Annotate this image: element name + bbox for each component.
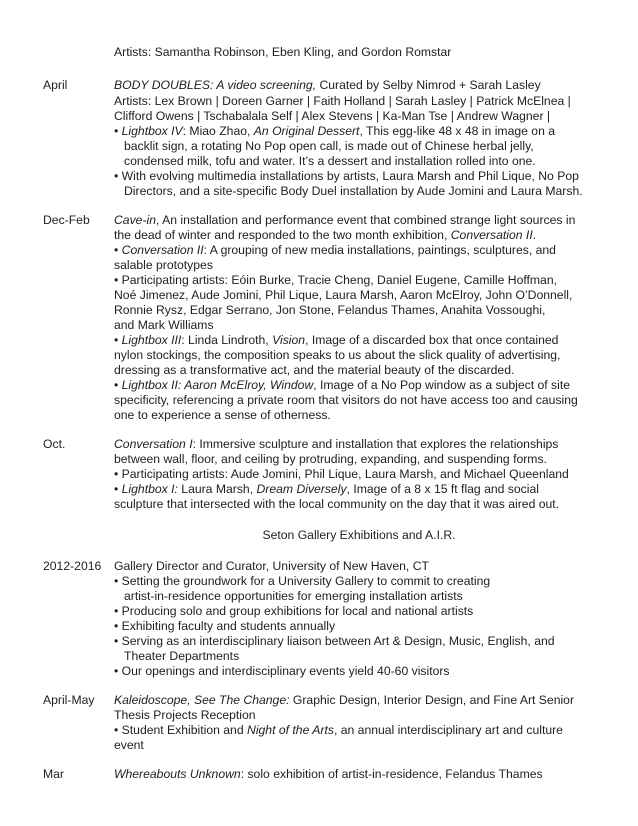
entry-text-line: salable prototypes xyxy=(114,258,213,272)
italic-title-text: Vision xyxy=(272,333,306,347)
entry-text-line: • Participating artists: Eóin Burke, Tracie Cheng, Daniel Eugene, Camille Hoffman, xyxy=(114,273,558,287)
entry-text-line xyxy=(114,437,558,452)
date-label: Mar xyxy=(43,767,64,781)
text-segment: : A grouping of new media installations, paintings, sculptures, and xyxy=(203,243,556,257)
entry-text-line xyxy=(114,124,555,139)
text-segment: Curated by Selby Nimrod + Sarah Lasley xyxy=(316,78,541,92)
italic-title-text: An Original Dessert xyxy=(253,124,360,138)
text-segment: • xyxy=(114,333,122,347)
text-segment: , Image of a No Pop window as a subject of site xyxy=(313,378,571,392)
entry-text-line xyxy=(114,243,556,258)
italic-title-text: Lightbox IV xyxy=(121,124,183,138)
date-label: 2012-2016 xyxy=(43,559,102,573)
italic-title-text: Conversation II xyxy=(450,228,533,242)
entry-text-line: Gallery Director and Curator, University of New Haven, CT xyxy=(114,559,429,573)
entry-text-line: Theater Departments xyxy=(124,649,240,663)
text-segment: Laura Marsh, xyxy=(177,482,257,496)
text-segment: • Student Exhibition and xyxy=(114,723,248,737)
text-segment: : Linda Lindroth, xyxy=(181,333,273,347)
text-segment: • xyxy=(114,482,122,496)
date-label: Oct. xyxy=(43,437,66,451)
entry-text-line: • Producing solo and group exhibitions for local and national artists xyxy=(114,604,474,618)
italic-title-text: Night of the Arts xyxy=(247,723,334,737)
entry-text-line xyxy=(114,723,563,738)
text-segment: , Image of a 8 x 15 ft flag and social xyxy=(346,482,539,496)
entry-text-line: between wall, floor, and ceiling by protruding, expanding, and suspending forms. xyxy=(114,452,547,466)
entry-text-line: Artists: Samantha Robinson, Eben Kling, and Gordon Romstar xyxy=(114,45,452,59)
entry-text-line: backlit sign, a rotating No Pop open call, is made out of Chinese herbal jelly, xyxy=(124,139,534,153)
text-segment: , an annual interdisciplinary art and culture xyxy=(333,723,563,737)
entry-text-line xyxy=(114,78,541,93)
text-segment: • xyxy=(114,378,122,392)
section-heading: Seton Gallery Exhibitions and A.I.R. xyxy=(262,528,456,542)
text-segment: . xyxy=(532,228,537,242)
entry-text-line: • Exhibiting faculty and students annually xyxy=(114,619,336,633)
entry-text-line: dressing as a transformative act, and the material beauty of the discarded. xyxy=(114,363,515,377)
text-segment: Graphic Design, Interior Design, and Fine Art Senior xyxy=(289,693,575,707)
entry-text-line: Noé Jimenez, Aude Jomini, Phil Lique, Laura Marsh, Aaron McElroy, John O’Donnell, xyxy=(114,288,573,302)
entry-text-line: • Serving as an interdisciplinary liaison between Art & Design, Music, English, and xyxy=(114,634,555,648)
entry-text-line: and Mark Williams xyxy=(114,318,214,332)
entry-text-line xyxy=(114,482,539,497)
date-label: April xyxy=(43,78,68,92)
entry-text-line xyxy=(114,333,558,348)
text-segment: , This egg-like 48 x 48 in image on a xyxy=(359,124,556,138)
text-segment: , An installation and performance event that combined strange light sources in xyxy=(156,213,576,227)
text-segment: • xyxy=(114,124,122,138)
entry-text-line: Artists: Lex Brown | Doreen Garner | Faith Holland | Sarah Lasley | Patrick McElnea | xyxy=(114,94,571,108)
italic-title-text: Dream Diversely xyxy=(256,482,347,496)
entry-text-line: Clifford Owens | Tschabalala Self | Alex Stevens | Ka-Man Tse | Andrew Wagner | xyxy=(114,109,551,123)
text-segment: : Immersive sculpture and installation that explores the relationships xyxy=(192,437,559,451)
entry-text-line: specificity, referencing a private room that visitors do not have access too and causing xyxy=(114,393,578,407)
entry-text-line: condensed milk, tofu and water. It’s a dessert and installation rolled into one. xyxy=(124,154,536,168)
entry-text-line: Thesis Projects Reception xyxy=(114,708,256,722)
entry-text-line xyxy=(114,693,574,708)
italic-title-text: BODY DOUBLES: A video screening, xyxy=(114,78,317,92)
entry-text-line: • With evolving multimedia installations by artists, Laura Marsh and Phil Lique, No Pop xyxy=(114,169,579,183)
text-segment: • xyxy=(114,243,122,257)
entry-text-line xyxy=(114,378,570,393)
text-segment: , Image of a discarded box that once contained xyxy=(305,333,559,347)
entry-text-line: event xyxy=(114,738,144,752)
entry-text-line xyxy=(114,228,536,243)
entry-text-line xyxy=(114,213,575,228)
italic-title-text: Whereabouts Unknown xyxy=(114,767,241,781)
entry-text-line xyxy=(114,767,543,782)
text-segment: : solo exhibition of artist-in-residence, Felandus Thames xyxy=(240,767,543,781)
entry-text-line: • Participating artists: Aude Jomini, Phil Lique, Laura Marsh, and Michael Queenland xyxy=(114,467,569,481)
entry-text-line: • Setting the groundwork for a University Gallery to commit to creating xyxy=(114,574,491,588)
entry-text-line: one to experience a sense of otherness. xyxy=(114,408,331,422)
entry-text-line: • Our openings and interdisciplinary events yield 40-60 visitors xyxy=(114,664,450,678)
italic-title-text: Conversation II xyxy=(121,243,204,257)
italic-title-text: Lightbox II: Aaron McElroy, Window xyxy=(121,378,314,392)
italic-title-text: Cave-in xyxy=(114,213,156,227)
italic-title-text: Kaleidoscope, See The Change: xyxy=(114,693,290,707)
text-segment: : Miao Zhao, xyxy=(182,124,254,138)
date-label: Dec-Feb xyxy=(43,213,90,227)
entry-text-line: sculpture that intersected with the local community on the day that it was aired out. xyxy=(114,497,560,511)
italic-title-text: Lightbox III xyxy=(121,333,182,347)
entry-text-line: Directors, and a site-specific Body Duel installation by Aude Jomini and Laura Marsh. xyxy=(124,184,583,198)
italic-title-text: Lightbox I: xyxy=(121,482,178,496)
entry-text-line: artist-in-residence opportunities for emerging installation artists xyxy=(124,589,463,603)
entry-text-line: nylon stockings, the composition speaks to us about the slick quality of advertising, xyxy=(114,348,561,362)
date-label: April-May xyxy=(43,693,95,707)
entry-text-line: Ronnie Rysz, Edgar Serrano, Jon Stone, Felandus Thames, Anahita Vossoughi, xyxy=(114,303,546,317)
text-segment: the dead of winter and responded to the two month exhibition, xyxy=(114,228,451,242)
italic-title-text: Conversation I xyxy=(114,437,193,451)
